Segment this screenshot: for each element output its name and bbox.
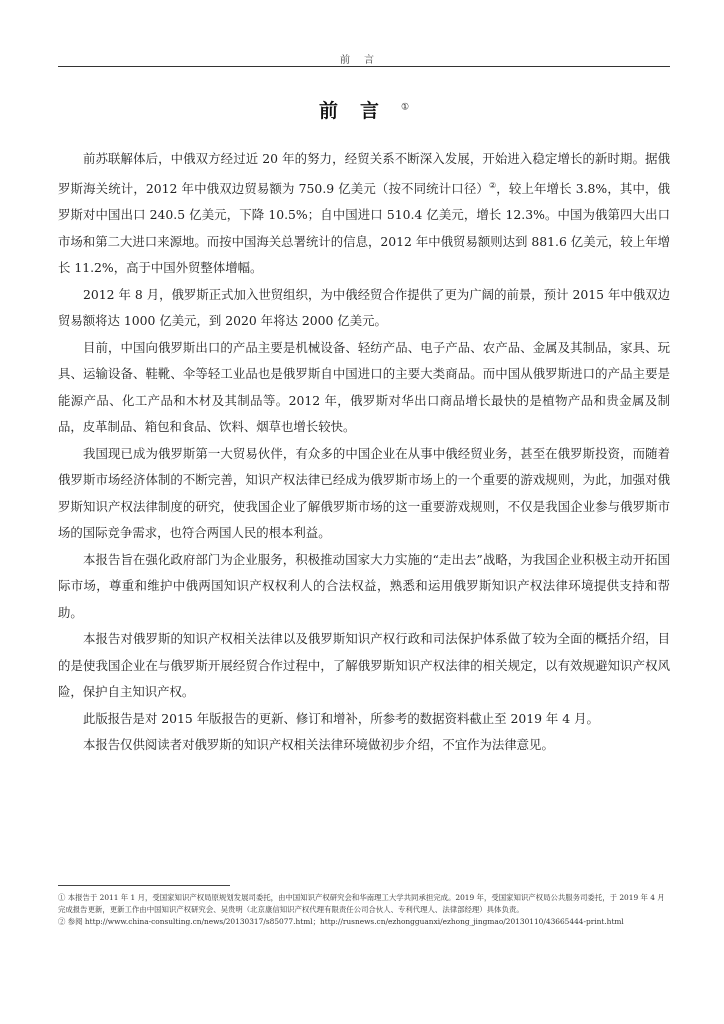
running-header: 前言 xyxy=(340,55,388,66)
paragraph-8: 本报告仅供阅读者对俄罗斯的知识产权相关法律环境做初步介绍，不宜作为法律意见。 xyxy=(83,737,554,753)
page-title-text: 前言 xyxy=(318,100,401,122)
paragraph-7: 此版报告是对 2015 年版报告的更新、修订和增补，所参考的数据资料截止至 2019 年 4 月。 xyxy=(83,710,599,726)
footnote-marker-2[interactable]: ② xyxy=(488,180,497,190)
paragraph-1-after: ，较上年增长 3.8%，其中，俄罗斯对中国出口 240.5 亿美元，下降 10.5%；自中国进口 510.4 亿美元，增长 12.3%。中国为俄第四大出口市场和第二大进口来源地。而按中国海关总署统计的信息，2012 年中俄贸易额则达到 881.6 亿美元，较上年增长 11.2%，高于中国外贸整体增幅。 xyxy=(58,180,670,276)
paragraph-5: 本报告旨在强化政府部门为企业服务，积极推动国家大力实施的“走出去”战略，为我国企业积极主动开拓国际市场，尊重和维护中俄两国知识产权权利人的合法权益，熟悉和运用俄罗斯知识产权法律环境提供支持和帮助。 xyxy=(58,551,670,620)
footnote-2: ② 参阅 http://www.china-consulting.cn/news/20130317/s85077.html；http://rusnews.cn/ezhongguanxi/ezhong_jingmao/20130110/43665444-print.html xyxy=(58,917,624,926)
header-rule xyxy=(58,66,670,67)
paragraph-4: 我国现已成为俄罗斯第一大贸易伙伴，有众多的中国企业在从事中俄经贸业务，甚至在俄罗斯投资，而随着俄罗斯市场经济体制的不断完善，知识产权法律已经成为俄罗斯市场上的一个重要的游戏规则，为此，加强对俄罗斯知识产权法律制度的研究，使我国企业了解俄罗斯市场的这一重要游戏规则，不仅是我国企业参与俄罗斯市场的国际竞争需求，也符合两国人民的根本利益。 xyxy=(58,445,670,541)
paragraph-6: 本报告对俄罗斯的知识产权相关法律以及俄罗斯知识产权行政和司法保护体系做了较为全面的概括介绍，目的是使我国企业在与俄罗斯开展经贸合作过程中，了解俄罗斯知识产权法律的相关规定，以有效规避知识产权风险，保护自主知识产权。 xyxy=(58,631,670,700)
paragraph-1-before: 前苏联解体后，中俄双方经过近 20 年的努力，经贸关系不断深入发展，开始进入稳定增长的新时期。据俄罗斯海关统计，2012 年中俄双边贸易额为 750.9 亿美元（按不同统计口径） xyxy=(58,151,670,196)
body-text xyxy=(58,146,670,759)
footnote-marker-1[interactable]: ① xyxy=(400,102,410,113)
page-title xyxy=(58,96,670,123)
paragraph-2: 2012 年 8 月，俄罗斯正式加入世贸组织，为中俄经贸合作提供了更为广阔的前景，预计 2015 年中俄双边贸易额将达 1000 亿美元，到 2020 年将达 2000 亿美元。 xyxy=(58,286,670,329)
footnote-rule xyxy=(58,885,230,886)
footnotes xyxy=(58,892,670,928)
paragraph-3: 目前，中国向俄罗斯出口的产品主要是机械设备、轻纺产品、电子产品、农产品、金属及其制品，家具、玩具、运输设备、鞋靴、伞等轻工业品也是俄罗斯自中国进口的主要大类商品。而中国从俄罗斯进口的产品主要是能源产品、化工产品和木材及其制品等。2012 年，俄罗斯对华出口商品增长最快的是植物产品和贵金属及制品，皮革制品、箱包和食品、饮料、烟草也增长较快。 xyxy=(58,339,670,435)
footnote-1: ① 本报告于 2011 年 1 月，受国家知识产权局原规划发展司委托，由中国知识产权研究会和华南理工大学共同承担完成。2019 年，受国家知识产权局公共服务司委托，于 2019 年 4 月完成报告更新，更新工作由中国知识产权研究会、吴贵明（北京康信知识产权代理有限责任公司合伙人、专利代理人、法律部经理）具体负责。 xyxy=(58,893,665,914)
paragraph-1 xyxy=(58,146,670,282)
